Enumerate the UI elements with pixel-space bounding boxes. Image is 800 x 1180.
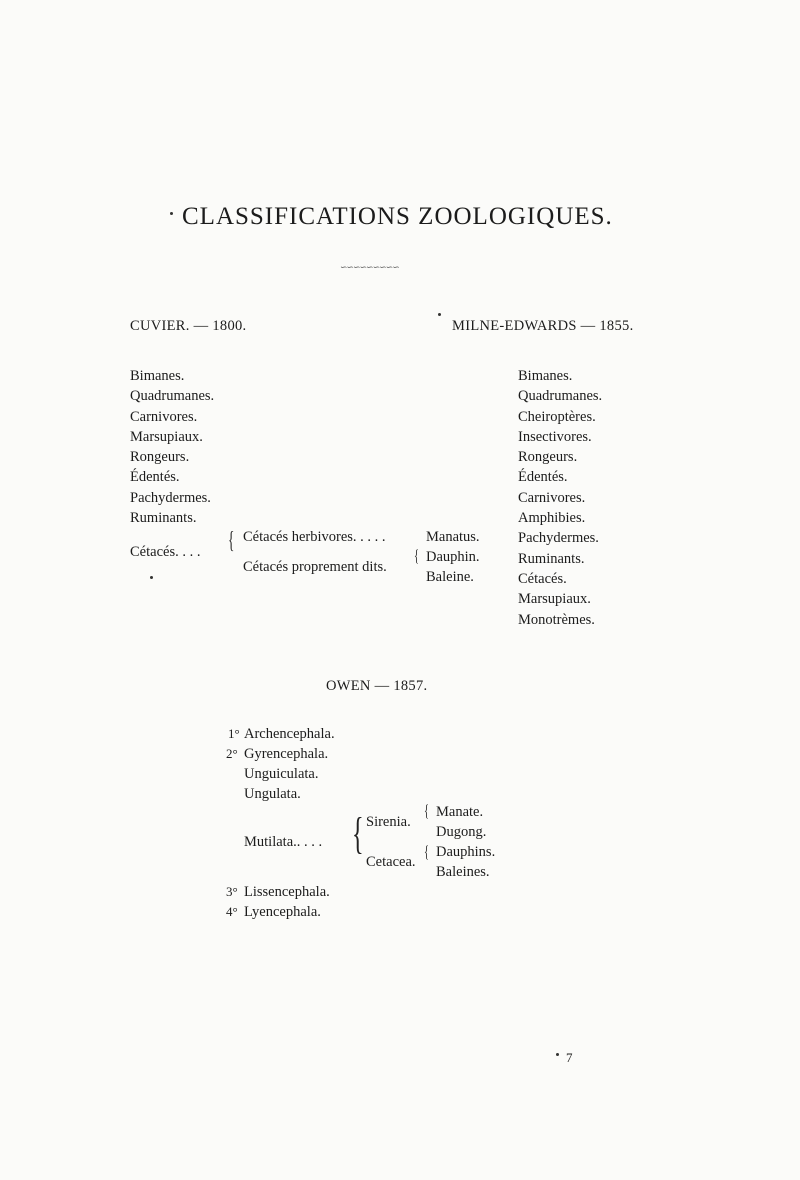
list-item: Pachydermes. [518, 530, 599, 547]
brace-mutilata: { [352, 809, 364, 858]
list-item: Édentés. [130, 469, 180, 486]
manatus: Manatus. [426, 529, 480, 545]
cetaces-herbivores: Cétacés herbivores. . . . . [243, 529, 386, 545]
list-item: Marsupiaux. [518, 591, 591, 608]
manate: Manate. [436, 804, 484, 820]
print-speck [150, 576, 153, 579]
print-speck [438, 313, 441, 316]
list-item: Pachydermes. [130, 489, 211, 506]
baleine: Baleine. [426, 569, 474, 585]
owen-heading: OWEN — 1857. [326, 678, 428, 694]
list-item: Amphibies. [518, 510, 586, 527]
dauphins: Dauphins. [436, 844, 496, 860]
mutilata: Mutilata.. . . . [244, 834, 323, 850]
list-item: Bimanes. [518, 368, 573, 384]
list-item: Cétacés. [518, 570, 567, 587]
archencephala: Archencephala. [244, 726, 335, 742]
baleines: Baleines. [436, 864, 490, 880]
print-speck [556, 1053, 559, 1056]
owen-number-2: 2° [226, 746, 238, 761]
milne-edwards-list [518, 366, 602, 630]
list-item: Quadrumanes. [130, 388, 215, 405]
brace-cetaces-proprement: { [414, 546, 419, 565]
owen-number-4: 4° [226, 904, 238, 919]
cuvier-list [130, 366, 214, 528]
list-item: Carnivores. [130, 408, 198, 425]
sirenia: Sirenia. [366, 814, 411, 830]
list-item: Rongeurs. [518, 449, 578, 466]
unguiculata: Unguiculata. [244, 766, 319, 782]
list-item: Ruminants. [130, 510, 197, 527]
list-item: Rongeurs. [130, 449, 190, 466]
owen-number-1: 1° [228, 726, 240, 741]
title-ornament: ∽∽∽∽∽∽∽∽∽ [340, 262, 399, 272]
list-item: Quadrumanes. [518, 388, 603, 405]
cetaces-proprement-dits: Cétacés proprement dits. [243, 559, 387, 575]
dauphin: Dauphin. [426, 549, 480, 565]
lyencephala: Lyencephala. [244, 904, 321, 920]
ungulata: Ungulata. [244, 786, 301, 802]
list-item: Cheiroptères. [518, 408, 596, 425]
brace-sirenia: { [424, 801, 429, 820]
list-item: Carnivores. [518, 489, 586, 506]
owen-number-3: 3° [226, 884, 238, 899]
page-number: 7 [566, 1050, 573, 1065]
lissencephala: Lissencephala. [244, 884, 330, 900]
list-item: Bimanes. [130, 368, 185, 384]
cuvier-heading: CUVIER. — 1800. [130, 318, 247, 334]
list-item: Monotrèmes. [518, 611, 595, 628]
dugong: Dugong. [436, 824, 487, 840]
list-item: Édentés. [518, 469, 568, 486]
page-title: CLASSIFICATIONS ZOOLOGIQUES. [182, 203, 613, 230]
list-item: Marsupiaux. [130, 428, 203, 445]
cetacea: Cetacea. [366, 854, 416, 870]
brace-cetaces: { [228, 528, 235, 554]
list-item: Ruminants. [518, 550, 585, 567]
print-speck [170, 212, 173, 215]
brace-cetacea: { [424, 842, 429, 861]
list-item: Insectivores. [518, 428, 592, 445]
cetaces-label: Cétacés. . . . [130, 544, 201, 560]
milne-edwards-heading: MILNE-EDWARDS — 1855. [452, 318, 634, 334]
gyrencephala: Gyrencephala. [244, 746, 329, 762]
